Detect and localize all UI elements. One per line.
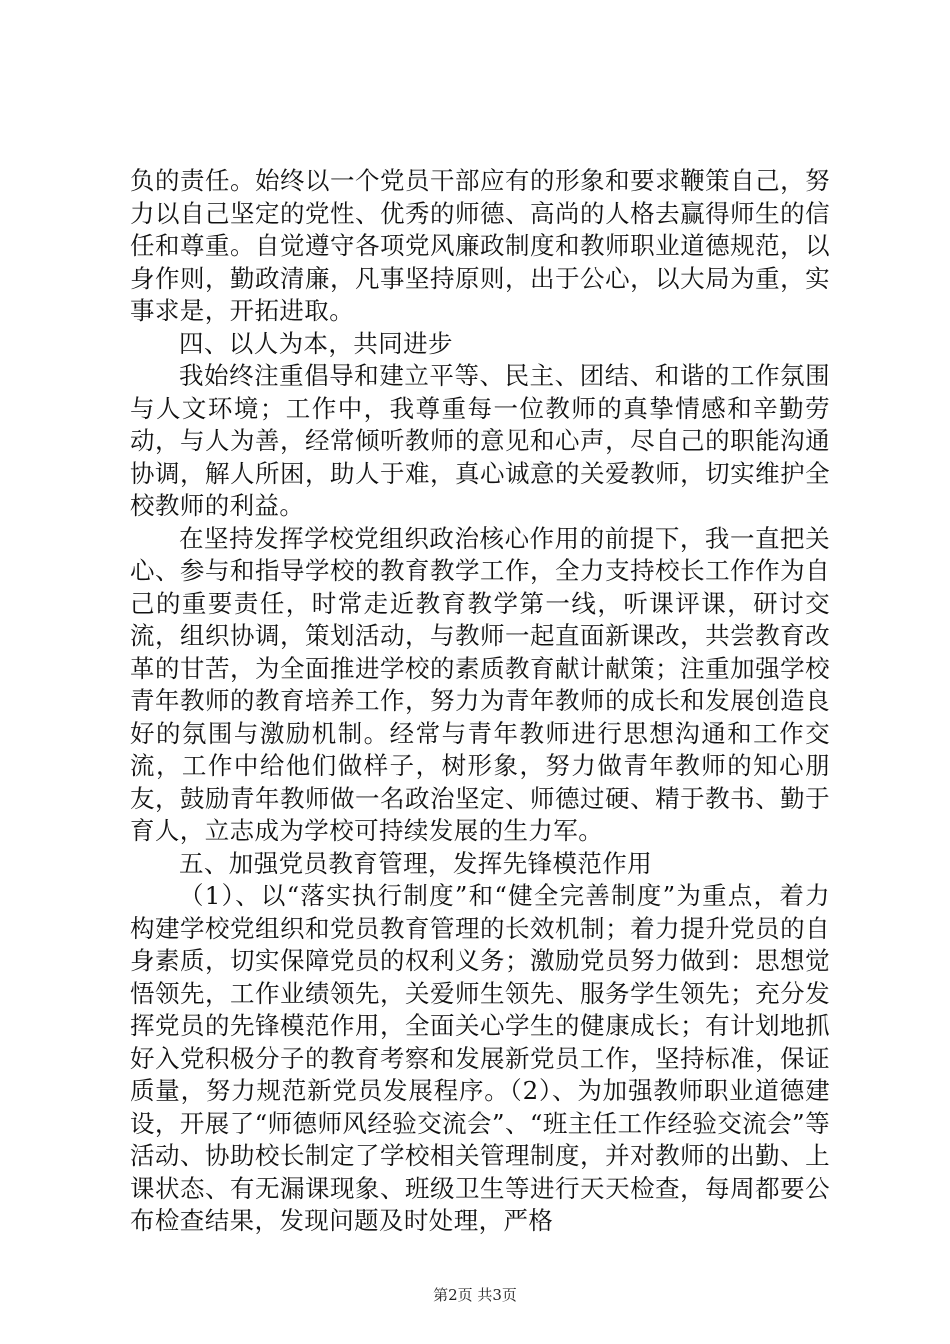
paragraph: 我始终注重倡导和建立平等、民主、团结、和谐的工作氛围与人文环境；工作中，我尊重每一位教师的真挚情感和辛勤劳动，与人为善，经常倾听教师的意见和心声，尽自己的职能沟通协调，解人所困，助人于难，真心诚意的关爱教师，切实维护全校教师的利益。: [130, 361, 830, 520]
paragraph: （1）、以“落实执行制度”和“健全完善制度”为重点，着力构建学校党组织和党员教育管理的长效机制；着力提升党员的自身素质，切实保障党员的权利义务；激励党员努力做到：思想觉悟领先，工作业绩领先，关爱师生领先、服务学生领先；充分发挥党员的先锋模范作用，全面关心学生的健康成长；有计划地抓好入党积极分子的教育考察和发展新党员工作，坚持标准，保证质量，努力规范新党员发展程序。（2）、为加强教师职业道德建设，开展了“师德师风经验交流会”、“班主任工作经验交流会”等活动、协助校长制定了学校相关管理制度，并对教师的出勤、上课状态、有无漏课现象、班级卫生等进行天天检查，每周都要公布检查结果，发现问题及时处理，严格: [130, 881, 830, 1235]
paragraph-continuation: 负的责任。始终以一个党员干部应有的形象和要求鞭策自己，努力以自己坚定的党性、优秀的师德、高尚的人格去赢得师生的信任和尊重。自觉遵守各项党风廉政制度和教师职业道德规范，以身作则，勤政清廉，凡事坚持原则，出于公心，以大局为重，实事求是，开拓进取。: [130, 166, 830, 325]
section-heading-5: 五、加强党员教育管理，发挥先锋模范作用: [179, 848, 653, 878]
section-heading-4: 四、以人为本，共同进步: [179, 328, 453, 358]
paragraph: 在坚持发挥学校党组织政治核心作用的前提下，我一直把关心、参与和指导学校的教育教学工作，全力支持校长工作作为自己的重要责任，时常走近教育教学第一线，听课评课，研讨交流，组织协调，策划活动，与教师一起直面新课改，共尝教育改革的甘苦，为全面推进学校的素质教育献计献策；注重加强学校青年教师的教育培养工作，努力为青年教师的成长和发展创造良好的氛围与激励机制。经常与青年教师进行思想沟通和工作交流，工作中给他们做样子，树形象，努力做青年教师的知心朋友，鼓励青年教师做一名政治坚定、师德过硬、精于教书、勤于育人，立志成为学校可持续发展的生力军。: [130, 523, 830, 845]
page-footer: 第2页 共3页: [433, 1286, 517, 1304]
document-body: [130, 165, 830, 1238]
